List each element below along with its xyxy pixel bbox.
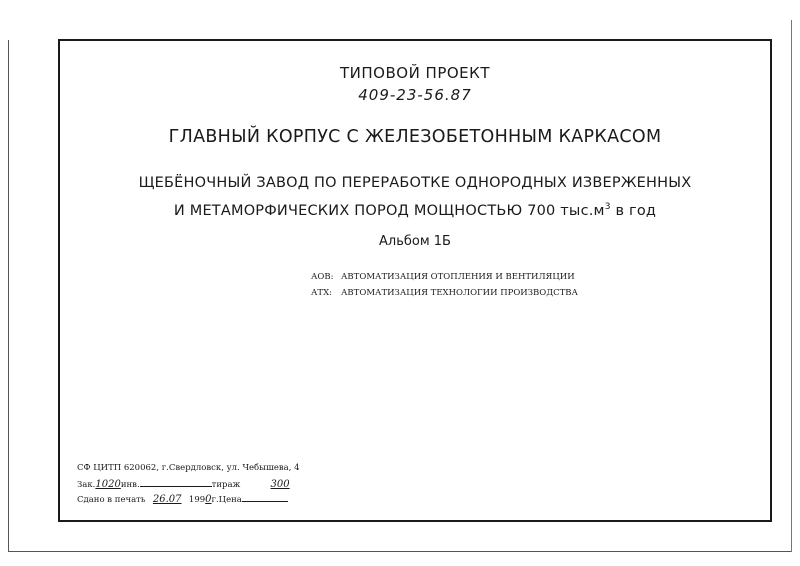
outer-border-bottom (8, 551, 792, 552)
inv-label: инв. (120, 480, 140, 490)
album-label: Альбом 1Б (379, 234, 451, 249)
subtitle-line-2-text: И МЕТАМОРФИЧЕСКИХ ПОРОД МОЩНОСТЬЮ 700 тыс.м (173, 202, 605, 219)
contents-list (311, 269, 578, 301)
imprint-print-line (77, 491, 317, 506)
project-number: 409-23-56.87 (358, 86, 472, 104)
order-label: Зак. (77, 480, 96, 490)
subtitle-line-2 (58, 202, 772, 219)
contents-title: АВТОМАТИЗАЦИЯ ОТОПЛЕНИЯ И ВЕНТИЛЯЦИИ (341, 272, 575, 282)
print-label: Сдано в печать (77, 495, 146, 505)
contents-item (311, 285, 578, 301)
year-prefix: 199 (188, 495, 206, 505)
imprint-address: СФ ЦИТП 620062, г.Свердловск, ул. Чебышева, 4 (77, 463, 300, 473)
order-number: 1020 (95, 479, 121, 490)
imprint-order-line (77, 476, 317, 491)
series-title: ТИПОВОЙ ПРОЕКТ (340, 64, 490, 82)
subtitle-line-2-suffix: в год (610, 202, 657, 219)
price-label: г.Цена (211, 495, 242, 505)
price-blank (242, 491, 288, 502)
cubic-superscript: 3 (604, 202, 611, 212)
main-title: ГЛАВНЫЙ КОРПУС С ЖЕЛЕЗОБЕТОННЫМ КАРКАСОМ (168, 127, 662, 147)
inv-blank (140, 476, 212, 487)
imprint-block (77, 461, 317, 506)
tirazh-label: тираж (211, 480, 241, 490)
print-date: 26.07 (152, 494, 182, 505)
contents-item (311, 269, 578, 285)
tirazh-number: 300 (270, 479, 290, 490)
contents-code: АТХ: (311, 288, 333, 298)
outer-border-left (8, 40, 9, 552)
contents-code: АОВ: (311, 272, 334, 282)
year-digit: 0 (205, 494, 212, 505)
outer-border-right (791, 20, 792, 552)
subtitle-line-1: ЩЕБЁНОЧНЫЙ ЗАВОД ПО ПЕРЕРАБОТКЕ ОДНОРОДНЫХ ИЗВЕРЖЕННЫХ (138, 175, 692, 191)
contents-title: АВТОМАТИЗАЦИЯ ТЕХНОЛОГИИ ПРОИЗВОДСТВА (341, 288, 578, 298)
